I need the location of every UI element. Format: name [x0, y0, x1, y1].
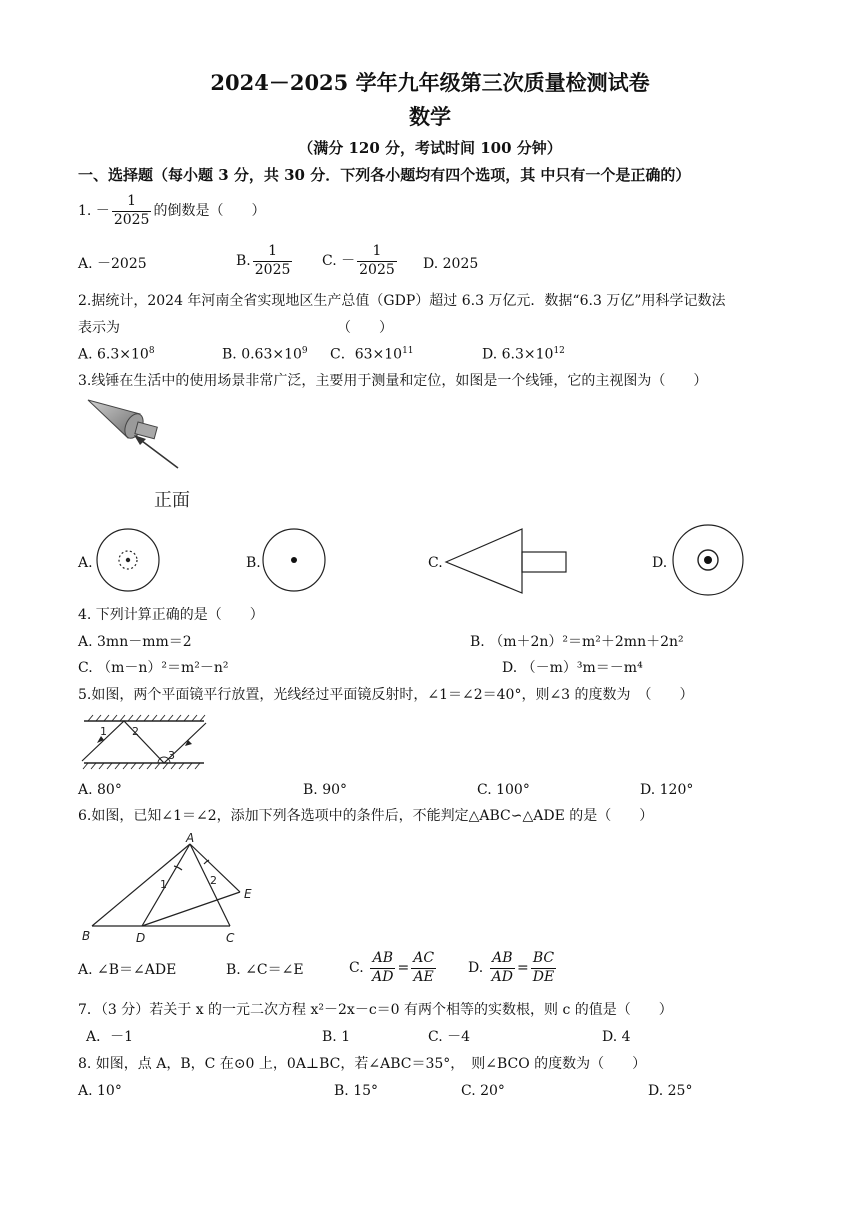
q7-option-d: D. 4	[602, 1029, 631, 1045]
q1-num: 1	[127, 193, 137, 209]
q7-option-a: A．－1	[86, 1029, 134, 1045]
q5-option-b: B. 90°	[303, 782, 348, 798]
angle-1-mark: 1	[160, 878, 167, 891]
q2-c-exp: 11	[402, 346, 414, 356]
question-5-stem: 5.如图，两个平面镜平行放置，光线经过平面镜反射时，∠1＝∠2＝40°，则∠3 的度数为 （ ）	[78, 687, 694, 703]
q3-option-c: C.	[428, 555, 443, 571]
q2-b-text: B. 0.63×10	[222, 346, 302, 363]
angle-2-mark: 2	[210, 874, 217, 887]
q1-b-fraction	[253, 243, 293, 279]
q6-d-n2: BC	[532, 950, 555, 966]
q1-c-num: 1	[372, 243, 382, 259]
q6-d-n1: AB	[492, 950, 513, 966]
question-1-stem	[78, 193, 265, 229]
q6-c-n2: AC	[413, 950, 435, 966]
front-view-label: 正面	[154, 490, 190, 511]
q6-d-d1: AD	[491, 968, 513, 985]
q3-option-a-figure	[96, 528, 160, 592]
q2-c-text: C．63×10	[330, 346, 403, 363]
q1-fraction	[112, 193, 152, 229]
vertex-b-label: B	[82, 929, 91, 943]
q3-option-b-figure	[262, 528, 326, 592]
triangle-figure	[78, 831, 268, 946]
q6-d-frac1	[490, 950, 515, 986]
vertex-e-label: E	[244, 887, 252, 901]
q8-option-d: D. 25°	[648, 1083, 693, 1099]
q4-option-c: C. （m－n）²＝m²－n²	[78, 660, 229, 676]
q6-c-d1: AD	[372, 968, 394, 985]
q4-option-d: D. （－m）³m＝－m⁴	[502, 660, 643, 676]
question-8-stem: 8. 如图，点 A，B，C 在⊙0 上，0A⊥BC，若∠ABC＝35°， 则∠BCO 的度数为（ ）	[78, 1056, 647, 1072]
q1-option-b	[236, 243, 294, 279]
exam-note: （满分 120 分，考试时间 100 分钟）	[298, 139, 562, 157]
question-2-line2: 表示为 （ ）	[78, 320, 393, 336]
q6-d-d2: DE	[532, 968, 555, 985]
q2-option-c	[330, 346, 414, 363]
q3-option-d-figure	[672, 524, 744, 596]
q6-d-label: D.	[468, 960, 484, 976]
q1-b-den: 2025	[254, 261, 291, 278]
q1-c-fraction	[357, 243, 397, 279]
q2-a-exp: 8	[148, 346, 155, 356]
q6-option-d	[468, 950, 558, 986]
q6-c-n1: AB	[372, 950, 393, 966]
angle-1-label: 1	[100, 725, 107, 738]
q6-option-a: A. ∠B＝∠ADE	[78, 962, 177, 978]
question-3-stem: 3.线锤在生活中的使用场景非常广泛，主要用于测量和定位，如图是一个线锤，它的主视图为（ ）	[78, 373, 708, 389]
angle-2-label: 2	[132, 725, 139, 738]
q2-option-d	[482, 346, 565, 363]
q5-option-a: A. 80°	[78, 782, 122, 798]
q2-d-exp: 12	[553, 346, 565, 356]
q8-option-c: C. 20°	[461, 1083, 505, 1099]
q6-option-c	[349, 950, 438, 986]
q6-option-b: B. ∠C＝∠E	[226, 962, 304, 978]
q6-c-frac2	[411, 950, 436, 986]
q1-option-a: A. －2025	[78, 256, 147, 272]
q5-option-c: C. 100°	[477, 782, 530, 798]
q3-option-d: D.	[652, 555, 668, 571]
plumb-bob-figure	[80, 398, 220, 513]
q5-option-d: D. 120°	[640, 782, 694, 798]
q1-den: 2025	[113, 211, 150, 228]
q6-c-label: C.	[349, 960, 364, 976]
q8-option-b: B. 15°	[334, 1083, 379, 1099]
q1-suffix: 的倒数是（ ）	[153, 203, 266, 219]
q1-c-den: 2025	[359, 261, 395, 278]
q1-c-label: C. －	[322, 253, 356, 269]
question-7-stem: 7．（3 分）若关于 x 的一元二次方程 x²－2x－c＝0 有两个相等的实数根，则 c 的值是（ ）	[78, 1002, 673, 1018]
q3-option-c-figure	[444, 527, 570, 595]
q2-a-text: A. 6.3×10	[78, 346, 149, 363]
q6-d-frac2	[531, 950, 556, 986]
parallel-mirrors-figure	[80, 713, 210, 775]
section-heading: 一、选择题（每小题 3 分，共 30 分．下列各小题均有四个选项，其 中只有一个是正确的）	[78, 166, 691, 184]
q3-option-b: B.	[246, 555, 261, 571]
question-4-stem: 4. 下列计算正确的是（ ）	[78, 607, 264, 623]
q1-b-label: B.	[236, 253, 251, 269]
q1-option-d: D. 2025	[423, 256, 479, 272]
q6-d-eq: =	[516, 960, 529, 976]
q8-option-a: A. 10°	[78, 1083, 122, 1099]
q6-c-d2: AE	[411, 968, 436, 987]
q2-b-exp: 9	[301, 346, 308, 356]
vertex-a-label: A	[186, 831, 195, 845]
q6-c-eq: =	[397, 960, 410, 976]
exam-title: 2024－2025 学年九年级第三次质量检测试卷	[210, 70, 650, 95]
q1-option-c	[322, 243, 399, 279]
question-2-line1: 2.据统计，2024 年河南全省实现地区生产总值（GDP）超过 6.3 万亿元．数据“6.3 万亿”用科学记数法	[78, 293, 726, 309]
q2-option-a	[78, 346, 155, 363]
subject-title: 数学	[409, 104, 451, 129]
vertex-d-label: D	[136, 931, 146, 945]
q1-prefix: 1. －	[78, 203, 110, 219]
q1-b-num: 1	[268, 243, 278, 259]
q3-option-a: A.	[78, 555, 93, 571]
question-6-stem: 6.如图，已知∠1＝∠2，添加下列各选项中的条件后，不能判定△ABC∽△ADE 的是（ ）	[78, 808, 654, 824]
angle-3-label: 3	[168, 749, 175, 762]
q4-option-a: A. 3mn－mm＝2	[78, 634, 192, 650]
q2-d-text: D. 6.3×10	[482, 346, 554, 363]
vertex-c-label: C	[226, 931, 235, 945]
q6-c-frac1	[370, 950, 395, 986]
q4-option-b: B. （m＋2n）²＝m²＋2mn＋2n²	[470, 634, 684, 650]
q7-option-b: B. 1	[322, 1029, 351, 1045]
q7-option-c: C. －4	[428, 1029, 471, 1045]
q2-option-b	[222, 346, 308, 363]
